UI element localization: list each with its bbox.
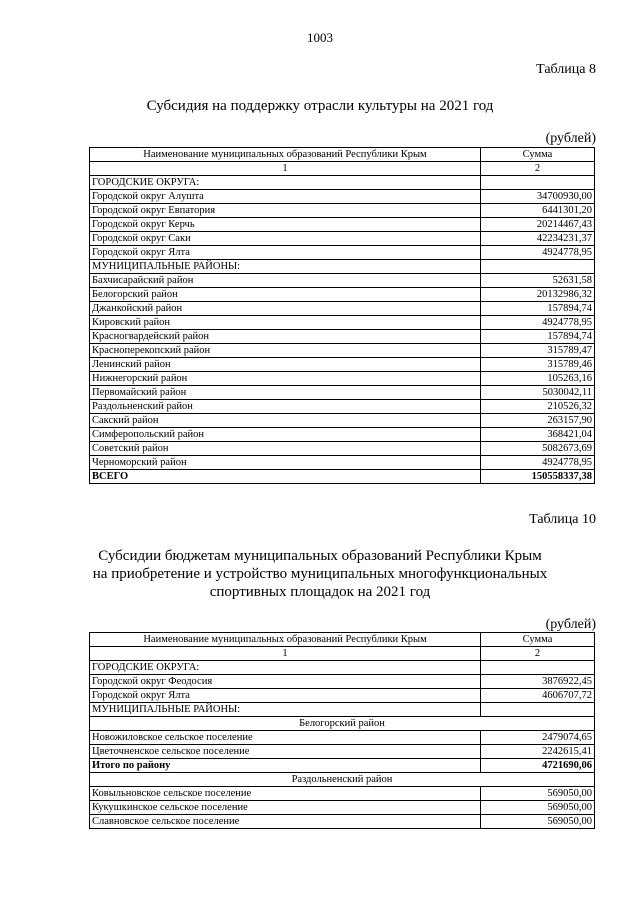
row-sum: 52631,58 xyxy=(480,274,594,288)
row-name: Красногвардейский район xyxy=(90,330,481,344)
total-label: ВСЕГО xyxy=(90,470,481,484)
row-sum: 4924778,95 xyxy=(480,316,594,330)
row-name: Сакский район xyxy=(90,414,481,428)
row-name: Красноперекопский район xyxy=(90,344,481,358)
row-name: Симферопольский район xyxy=(90,428,481,442)
row-name: Ленинский район xyxy=(90,358,481,372)
table-row xyxy=(90,703,595,717)
table-row xyxy=(90,745,595,759)
row-sum: 34700930,00 xyxy=(480,190,594,204)
row-sum: 315789,47 xyxy=(480,344,594,358)
column-header-sum: Сумма xyxy=(480,148,594,162)
row-name: Белогорский район xyxy=(90,288,481,302)
table-10-title-line: на приобретение и устройство муниципальных многофункциональных xyxy=(92,566,548,582)
table-row xyxy=(90,288,595,302)
column-number-1: 1 xyxy=(90,647,481,661)
table-10-unit: (рублей) xyxy=(545,617,596,632)
row-sum: 20214467,43 xyxy=(480,218,594,232)
row-sum: 2479074,65 xyxy=(481,731,595,745)
table-row xyxy=(90,260,595,274)
table-row xyxy=(90,442,595,456)
table-row xyxy=(90,428,595,442)
table-row xyxy=(90,400,595,414)
row-sum: 20132986,32 xyxy=(480,288,594,302)
row-sum: 315789,46 xyxy=(480,358,594,372)
row-sum xyxy=(481,661,595,675)
row-name: МУНИЦИПАЛЬНЫЕ РАЙОНЫ: xyxy=(90,703,481,717)
table-row xyxy=(90,787,595,801)
row-name: Кукушкинское сельское поселение xyxy=(90,801,481,815)
table-row xyxy=(90,190,595,204)
table-10-title-line: спортивных площадок на 2021 год xyxy=(209,584,431,600)
row-name: Городской округ Феодосия xyxy=(90,675,481,689)
row-sum: 4924778,95 xyxy=(480,456,594,470)
row-sum: 157894,74 xyxy=(480,302,594,316)
table-row xyxy=(90,372,595,386)
table-10-title xyxy=(0,547,640,601)
table-row xyxy=(90,414,595,428)
table-row xyxy=(90,246,595,260)
row-sum xyxy=(481,703,595,717)
column-header-sum: Сумма xyxy=(481,633,595,647)
row-sum xyxy=(480,176,594,190)
table-10 xyxy=(89,632,595,829)
row-sum: 5082673,69 xyxy=(480,442,594,456)
row-name: Нижнегорский район xyxy=(90,372,481,386)
table-row xyxy=(90,731,595,745)
row-name: Советский район xyxy=(90,442,481,456)
table-8-title: Субсидия на поддержку отрасли культуры на 2021 год xyxy=(146,98,494,114)
district-heading-row xyxy=(90,773,595,787)
row-sum: 3876922,45 xyxy=(481,675,595,689)
row-sum: 569050,00 xyxy=(481,801,595,815)
table-row xyxy=(90,815,595,829)
district-heading: Раздольненский район xyxy=(90,773,595,787)
table-row xyxy=(90,358,595,372)
row-sum: 4924778,95 xyxy=(480,246,594,260)
table-row xyxy=(90,456,595,470)
table-row xyxy=(90,689,595,703)
row-sum: 368421,04 xyxy=(480,428,594,442)
row-sum: 5030042,11 xyxy=(480,386,594,400)
column-header-name: Наименование муниципальных образований Республики Крым xyxy=(90,633,481,647)
column-number-row xyxy=(90,647,595,661)
row-name: Городской округ Ялта xyxy=(90,246,481,260)
column-number-2: 2 xyxy=(481,647,595,661)
column-number-row xyxy=(90,162,595,176)
row-sum: 105263,16 xyxy=(480,372,594,386)
row-name: МУНИЦИПАЛЬНЫЕ РАЙОНЫ: xyxy=(90,260,481,274)
column-number-2: 2 xyxy=(480,162,594,176)
table-row xyxy=(90,204,595,218)
table-row xyxy=(90,661,595,675)
row-name: Ковыльновское сельское поселение xyxy=(90,787,481,801)
row-name: Черноморский район xyxy=(90,456,481,470)
row-sum: 2242615,41 xyxy=(481,745,595,759)
table-row xyxy=(90,675,595,689)
table-row xyxy=(90,232,595,246)
table-row xyxy=(90,344,595,358)
table-8-label: Таблица 8 xyxy=(536,62,596,77)
district-total-row xyxy=(90,759,595,773)
table-row xyxy=(90,176,595,190)
row-name: Кировский район xyxy=(90,316,481,330)
table-row xyxy=(90,330,595,344)
row-name: Цветочненское сельское поселение xyxy=(90,745,481,759)
row-name: Городской округ Ялта xyxy=(90,689,481,703)
table-row xyxy=(90,274,595,288)
table-row xyxy=(90,316,595,330)
table-8-unit: (рублей) xyxy=(545,131,596,146)
row-name: Городской округ Саки xyxy=(90,232,481,246)
row-name: Городской округ Керчь xyxy=(90,218,481,232)
row-sum: 157894,74 xyxy=(480,330,594,344)
column-number-1: 1 xyxy=(90,162,481,176)
district-heading: Белогорский район xyxy=(90,717,595,731)
table-row xyxy=(90,386,595,400)
table-10-title-line: Субсидии бюджетам муниципальных образований Республики Крым xyxy=(98,548,542,564)
row-name: Первомайский район xyxy=(90,386,481,400)
row-sum: 569050,00 xyxy=(481,787,595,801)
row-sum: 6441301,20 xyxy=(480,204,594,218)
row-name: Городской округ Евпатория xyxy=(90,204,481,218)
district-total-sum: 4721690,06 xyxy=(481,759,595,773)
total-row xyxy=(90,470,595,484)
row-sum xyxy=(480,260,594,274)
table-row xyxy=(90,302,595,316)
total-sum: 150558337,38 xyxy=(480,470,594,484)
table-header-row xyxy=(90,633,595,647)
row-sum: 4606707,72 xyxy=(481,689,595,703)
district-heading-row xyxy=(90,717,595,731)
row-name: Городской округ Алушта xyxy=(90,190,481,204)
page-number: 1003 xyxy=(307,30,333,45)
district-total-label: Итого по району xyxy=(90,759,481,773)
row-name: Славновское сельское поселение xyxy=(90,815,481,829)
table-10-label: Таблица 10 xyxy=(529,512,596,527)
row-sum: 210526,32 xyxy=(480,400,594,414)
row-sum: 569050,00 xyxy=(481,815,595,829)
table-8 xyxy=(89,147,595,484)
column-header-name: Наименование муниципальных образований Республики Крым xyxy=(90,148,481,162)
row-sum: 42234231,37 xyxy=(480,232,594,246)
row-name: Джанкойский район xyxy=(90,302,481,316)
table-row xyxy=(90,801,595,815)
row-name: Новожиловское сельское поселение xyxy=(90,731,481,745)
row-sum: 263157,90 xyxy=(480,414,594,428)
row-name: Бахчисарайский район xyxy=(90,274,481,288)
table-row xyxy=(90,218,595,232)
table-header-row xyxy=(90,148,595,162)
row-name: ГОРОДСКИЕ ОКРУГА: xyxy=(90,176,481,190)
row-name: ГОРОДСКИЕ ОКРУГА: xyxy=(90,661,481,675)
row-name: Раздольненский район xyxy=(90,400,481,414)
